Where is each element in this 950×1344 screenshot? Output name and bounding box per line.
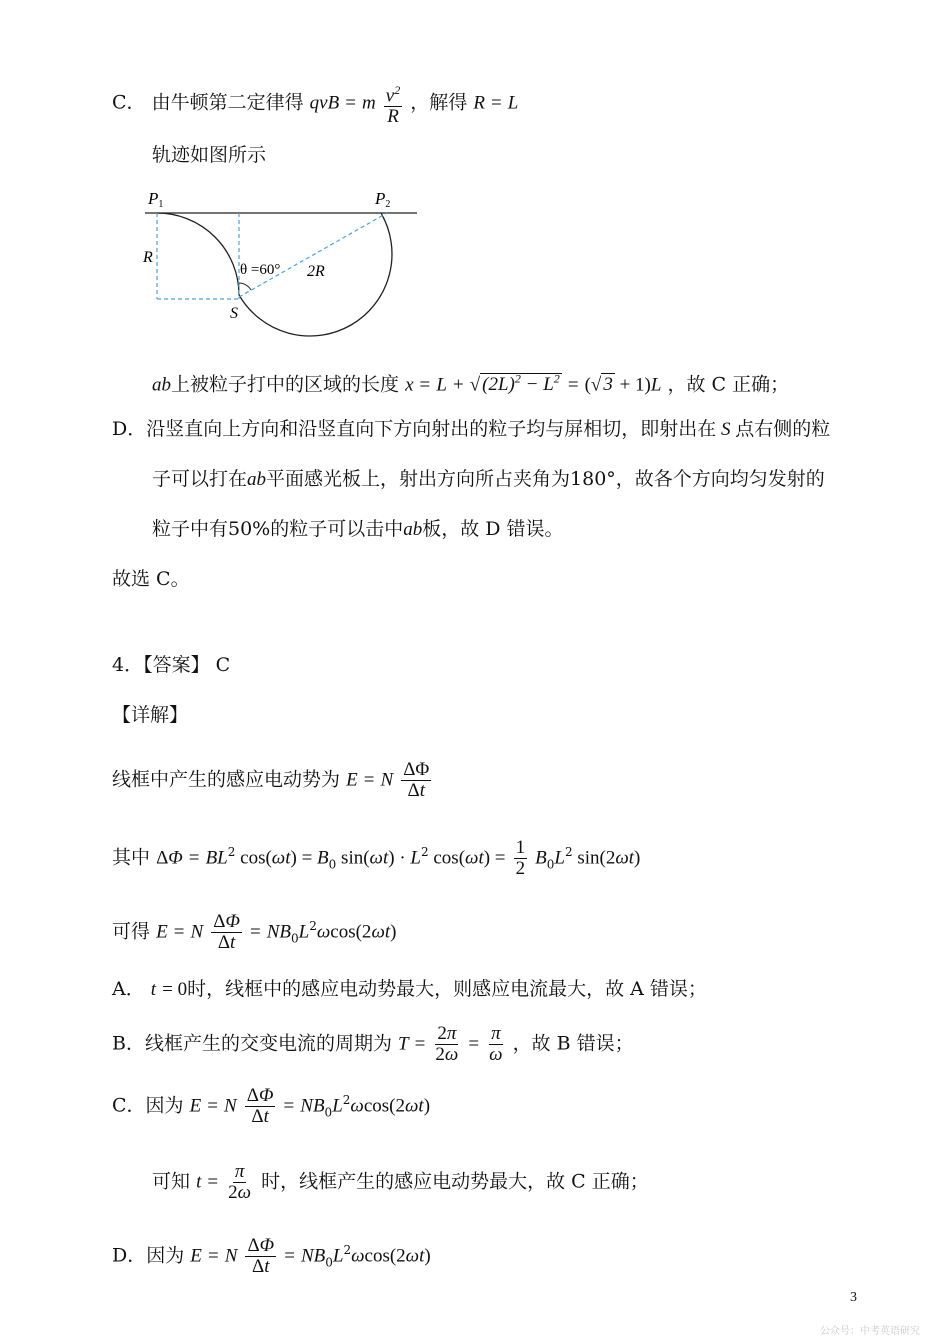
text: 由牛顿第二定律得 [151,91,304,114]
conclusion: 故选 C。 [112,568,190,590]
page-number: 3 [850,1290,857,1305]
emf-line: 线框中产生的感应电动势为 E = N $\frac{\Delta\Phi}{\Delta t}$ [112,759,430,801]
watermark: 公众号：中考英语研究 [820,1326,920,1337]
trajectory-diagram [130,180,430,350]
text: 因为 [145,1094,184,1117]
text: 点右侧的粒 [735,418,831,440]
fraction: $\frac{\pi}{\omega}$ [489,1023,503,1065]
item-label: C． [112,1094,146,1117]
text: 因为 [146,1244,185,1267]
fraction: $\frac{\pi}{2\omega}$ [228,1161,252,1203]
item-label: A． [112,978,145,1000]
item-label: B． [112,1032,145,1055]
label-s: S [230,305,238,322]
label-p1: P1 [148,189,164,210]
text: ，故 B 错误； [512,1032,634,1055]
where-line: 其中 $\Delta\Phi = BL^2$ $\cos(\omega t) = B_0$ $\sin(\omega t) \cdot L^2$ cos(ωt) = $\frac{1}{2}$ $B_0L^2$ sin(2ωt) [112,837,641,879]
item-label: D． [112,1244,147,1267]
label-2r: 2R [307,263,325,280]
d-line-3: 粒子中有50%的粒子可以击中ab板，故 D 错误。 [152,518,564,540]
c-line: C． 由牛顿第二定律得 qvB = m $\frac{v^2}{R}$ ，解得 R = L [112,80,518,127]
text: 子可以打在 [152,468,248,490]
text: 上被粒子打中的区域的长度 [171,373,400,396]
text: 平面感光板上，射出方向所占夹角为180°，故各个方向均匀发射的 [266,468,825,490]
text: 可知 [152,1170,191,1193]
fraction: $\frac{\Delta\Phi}{\Delta t}$ [213,911,240,953]
q4-detail: 【详解】 [112,704,189,726]
b-line: B．线框产生的交变电流的周期为 T = $\frac{2\pi}{2\omega}$ = $\frac{\pi}{\omega}$ ，故 B 错误； [112,1023,634,1065]
label-p2: P2 [375,189,391,210]
arc-left [157,213,239,295]
fraction: $\frac{v^2}{R}$ [384,80,402,127]
q4-answer: 4．【答案】 C [112,654,231,676]
text: 时，线框产生的感应电动势最大，故 C 正确； [261,1170,649,1193]
d-line-1: D．沿竖直向上方向和沿竖直向下方向射出的粒子均与屏相切，即射出在 S 点右侧的粒 [112,418,831,440]
dashed-2r [239,213,387,297]
fraction: $\frac{1}{2}$ [515,837,526,879]
text: 沿竖直向上方向和沿竖直向下方向射出的粒子均与屏相切，即射出在 [146,418,717,440]
label-r: R [143,249,153,266]
text: 线框产生的交变电流的周期为 [144,1032,392,1055]
text: 时，线框中的感应电动势最大，则感应电流最大，故 A 错误； [187,978,707,1000]
text: 可得 [112,920,151,943]
text: ，解得 [410,91,468,114]
a-line: A． t = 0时，线框中的感应电动势最大，则感应电流最大，故 A 错误； [112,978,707,1000]
d2-line: D．因为 E = N $\frac{\Delta\Phi}{\Delta t}$ = $NB_0L^2\omega\cos(2\omega t)$ [112,1235,431,1277]
d-line-2: 子可以打在ab平面感光板上，射出方向所占夹角为180°，故各个方向均匀发射的 [152,468,825,490]
text: 线框中产生的感应电动势为 [112,768,341,791]
ab-length-line: ab上被粒子打中的区域的长度 x = L + √ $(2L)^2 - L^2$ = (√ 3 + 1)L ，故 C 正确； [152,372,790,396]
text: 粒子中有50%的粒子可以击中 [152,518,404,540]
fraction: $\frac{\Delta\Phi}{\Delta t}$ [247,1235,275,1277]
fraction: $\frac{\Delta\Phi}{\Delta t}$ [246,1085,274,1127]
text: 其中 [112,846,151,869]
c2-know-line: 可知 t = $\frac{\pi}{2\omega}$ 时，线框产生的感应电动势最大，故 C 正确； [152,1161,649,1203]
get-line: 可得 E = N $\frac{\Delta\Phi}{\Delta t}$ = $NB_0L^2\omega\cos(2\omega t)$ [112,911,397,953]
label-theta: θ =60° [240,262,281,278]
c2-line: C．因为 E = N $\frac{\Delta\Phi}{\Delta t}$ = $NB_0L^2\omega\cos(2\omega t)$ [112,1085,431,1127]
item-label: D． [112,418,147,440]
item-label: C． [112,91,146,114]
text: 板，故 D 错误。 [422,518,564,540]
trajectory-text: 轨迹如图所示 [152,144,267,166]
text: ，故 C 正确； [667,373,790,396]
fraction: $\frac{\Delta\Phi}{\Delta t}$ [403,759,430,801]
fraction: $\frac{2\pi}{2\omega}$ [435,1023,459,1065]
angle-arc [239,283,251,290]
